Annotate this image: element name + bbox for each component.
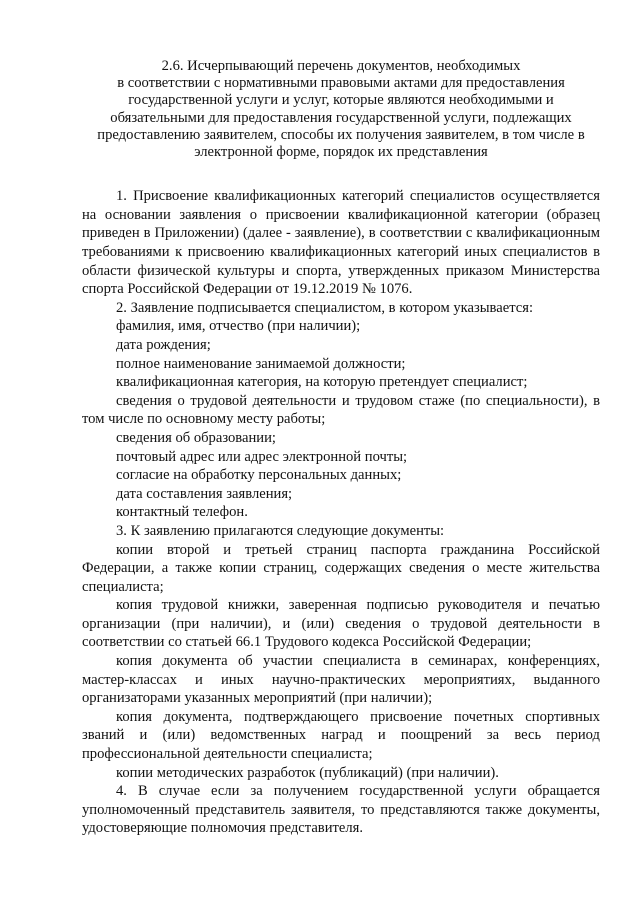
list-item: копии второй и третьей страниц паспорта гражданина Российской Федерации, а также копии страниц, содержащих сведения о месте жительства специалиста;	[82, 541, 600, 595]
paragraph-1: 1. Присвоение квалификационных категорий специалистов осуществляется на основании заявления о присвоении квалификационной категории (образец приведен в Приложении) (далее - заявление), в соответствии с квалификационным требованиями к присвоению квалификационных категорий иных специалистов в области физической культуры и спорта, утвержденных приказом Министерства спорта Российской Федерации от 19.12.2019 № 1076.	[82, 188, 600, 298]
list-item: полное наименование занимаемой должности;	[116, 355, 406, 372]
paragraph-2-intro: 2. Заявление подписывается специалистом, в котором указывается:	[116, 299, 533, 316]
list-item: контактный телефон.	[116, 504, 248, 521]
document-body	[82, 187, 600, 838]
list-item: дата составления заявления;	[116, 485, 293, 502]
paragraph-4: 4. В случае если за получением государственной услуги обращается уполномоченный представитель заявителя, то представляются также документы, удостоверяющие полномочия представителя.	[82, 783, 600, 837]
list-item: копия документа об участии специалиста в семинарах, конференциях, мастер-классах и иных научно-практических мероприятиях, выданного организаторами указанных мероприятий (при наличии);	[82, 653, 600, 707]
list-item: копия документа, подтверждающего присвоение почетных спортивных званий и (или) ведомственных наград и поощрений за весь период профессиональной деятельности специалиста;	[82, 708, 600, 763]
heading-line: предоставлению заявителем, способы их получения заявителем, в том числе в	[97, 126, 585, 143]
list-item: сведения об образовании;	[116, 429, 276, 446]
heading-line: 2.6. Исчерпывающий перечень документов, необходимых	[161, 58, 521, 74]
list-item: квалификационная категория, на которую претендует специалист;	[116, 374, 528, 391]
heading-line: электронной форме, порядок их представления	[194, 144, 488, 161]
list-item: сведения о трудовой деятельности и трудовом стаже (по специальности), в том числе по основному месту работы;	[82, 392, 600, 428]
list-item: копии методических разработок (публикаций) (при наличии).	[116, 764, 499, 781]
heading-line: государственной услуги и услуг, которые являются необходимыми и	[128, 92, 554, 109]
list-item: дата рождения;	[116, 336, 211, 353]
list-item: копия трудовой книжки, заверенная подписью руководителя и печатью организации (при наличии), и (или) сведения о трудовой деятельности в соответствии со статьей 66.1 Трудового кодекса Российской Федерации;	[82, 597, 600, 651]
list-item: фамилия, имя, отчество (при наличии);	[116, 318, 361, 335]
paragraph-3-intro: 3. К заявлению прилагаются следующие документы:	[116, 522, 445, 539]
heading-line: обязательными для предоставления государственной услуги, подлежащих	[110, 109, 572, 126]
list-item: почтовый адрес или адрес электронной почты;	[116, 448, 408, 465]
heading-line: в соответствии с нормативными правовыми актами для предоставления	[117, 75, 565, 92]
section-heading	[82, 58, 600, 161]
list-item: согласие на обработку персональных данных;	[116, 467, 402, 484]
